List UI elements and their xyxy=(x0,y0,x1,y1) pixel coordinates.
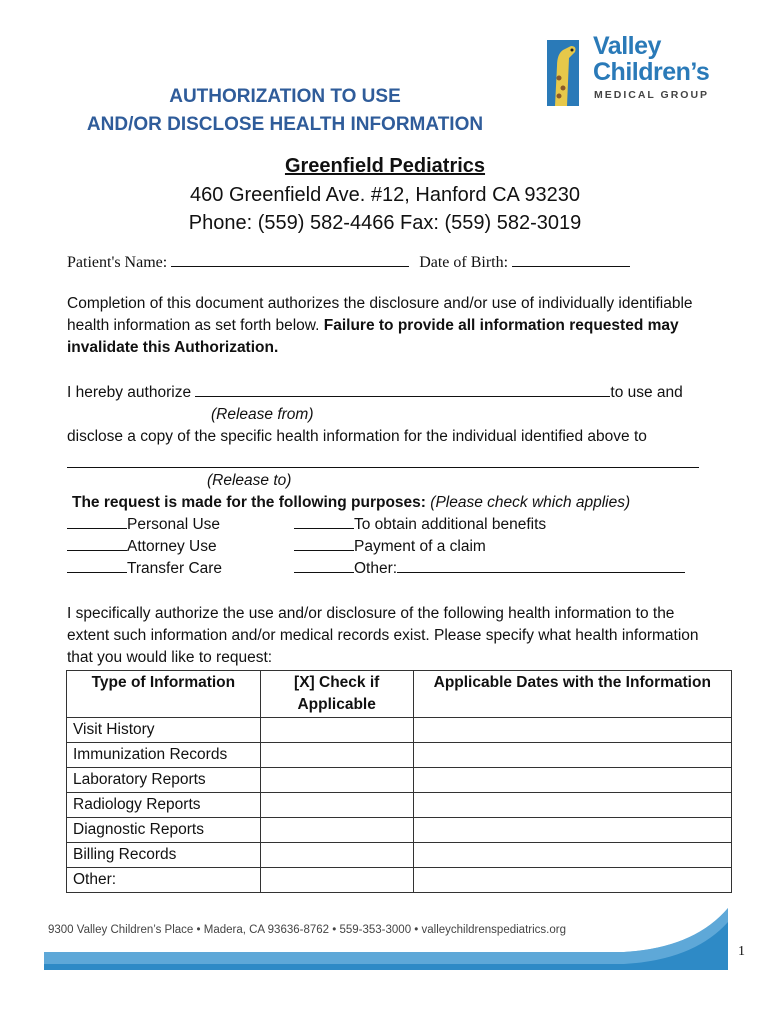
clinic-name: Greenfield Pediatrics xyxy=(284,155,486,177)
health-info-table xyxy=(66,670,732,893)
checkbox-line[interactable] xyxy=(67,536,127,551)
page-number: 1 xyxy=(738,944,745,959)
table-row xyxy=(67,843,732,868)
checkbox-line[interactable] xyxy=(294,558,354,573)
release-from-field[interactable] xyxy=(195,382,610,397)
intro-paragraph xyxy=(67,293,707,359)
authorize-lead: I hereby authorize xyxy=(67,384,192,401)
row-check-cell[interactable] xyxy=(260,843,413,868)
footer-swoosh-band xyxy=(44,908,728,970)
row-type: Immunization Records xyxy=(67,743,261,768)
purpose-option-personal[interactable] xyxy=(67,514,220,536)
table-header-row xyxy=(67,671,732,718)
specify-paragraph: I specifically authorize the use and/or disclosure of the following health information to the extent such information and/or medical records exist. Please specify what health information that you would like to request: xyxy=(67,605,699,666)
authorize-tail: to use and xyxy=(610,384,683,401)
option-label: Payment of a claim xyxy=(354,538,486,555)
purposes-hint: (Please check which applies) xyxy=(430,494,631,511)
row-dates-cell[interactable] xyxy=(413,818,731,843)
row-type: Diagnostic Reports xyxy=(67,818,261,843)
row-type: Visit History xyxy=(67,718,261,743)
table-row xyxy=(67,818,732,843)
row-check-cell[interactable] xyxy=(260,868,413,893)
header-type: Type of Information xyxy=(67,671,261,718)
table-row xyxy=(67,743,732,768)
table-row xyxy=(67,868,732,893)
disclose-text: disclose a copy of the specific health information for the individual identified above to xyxy=(67,428,647,445)
row-type: Billing Records xyxy=(67,843,261,868)
patient-info-row xyxy=(67,252,630,272)
row-dates-cell[interactable] xyxy=(413,843,731,868)
row-check-cell[interactable] xyxy=(260,768,413,793)
purposes-heading xyxy=(72,492,630,514)
row-type: Laboratory Reports xyxy=(67,768,261,793)
row-dates-cell[interactable] xyxy=(413,768,731,793)
row-dates-cell[interactable] xyxy=(413,743,731,768)
header-check: [X] Check if Applicable xyxy=(260,671,413,718)
row-dates-cell[interactable] xyxy=(413,793,731,818)
table-row xyxy=(67,768,732,793)
table-row xyxy=(67,718,732,743)
purpose-option-attorney[interactable] xyxy=(67,536,217,558)
release-to-field[interactable] xyxy=(67,467,699,468)
intro-text: Completion of this document authorizes the disclosure and/or use of individually identifiable health information as set forth below. xyxy=(67,295,693,334)
form-title-line-1: AUTHORIZATION TO USE xyxy=(169,86,401,107)
dob-label: Date of Birth: xyxy=(419,254,509,271)
footer-address: 9300 Valley Children’s Place • Madera, CA 93636-8762 • 559-353-3000 • valleychildrenspediatrics.org xyxy=(48,924,566,936)
logo-line-1: Valley xyxy=(593,32,661,60)
intro-warning: Failure to provide all information requested may invalidate this Authorization. xyxy=(67,317,679,356)
checkbox-line[interactable] xyxy=(294,536,354,551)
purpose-option-other[interactable] xyxy=(294,558,685,580)
logo-line-2: Children’s xyxy=(593,58,710,86)
row-dates-cell[interactable] xyxy=(413,718,731,743)
header-dates: Applicable Dates with the Information xyxy=(413,671,731,718)
checkbox-line[interactable] xyxy=(67,514,127,529)
option-label: Transfer Care xyxy=(127,560,223,577)
form-title-line-2: AND/OR DISCLOSE HEALTH INFORMATION xyxy=(86,114,484,135)
clinic-phone: Phone: (559) 582-4466 Fax: (559) 582-3019 xyxy=(188,212,582,234)
purpose-option-payment[interactable] xyxy=(294,536,486,558)
option-label: Other: xyxy=(354,560,398,577)
purpose-option-transfer[interactable] xyxy=(67,558,222,580)
clinic-address: 460 Greenfield Ave. #12, Hanford CA 93230 xyxy=(190,184,580,206)
logo-line-3: MEDICAL GROUP xyxy=(594,89,710,101)
purposes-lead: The request is made for the following purposes: xyxy=(72,494,426,511)
option-label: To obtain additional benefits xyxy=(354,516,547,533)
row-check-cell[interactable] xyxy=(260,743,413,768)
purpose-option-benefits[interactable] xyxy=(294,514,546,536)
dob-field[interactable] xyxy=(512,252,630,267)
row-check-cell[interactable] xyxy=(260,793,413,818)
row-type: Other: xyxy=(67,868,261,893)
option-label: Attorney Use xyxy=(127,538,217,555)
row-check-cell[interactable] xyxy=(260,818,413,843)
release-to-caption: (Release to) xyxy=(207,472,292,489)
table-row xyxy=(67,793,732,818)
option-label: Personal Use xyxy=(127,516,221,533)
checkbox-line[interactable] xyxy=(294,514,354,529)
row-type: Radiology Reports xyxy=(67,793,261,818)
patient-name-field[interactable] xyxy=(171,252,409,267)
authorize-row xyxy=(67,382,683,404)
row-dates-cell[interactable] xyxy=(413,868,731,893)
row-check-cell[interactable] xyxy=(260,718,413,743)
release-from-caption: (Release from) xyxy=(211,406,314,423)
checkbox-line[interactable] xyxy=(67,558,127,573)
patient-name-label: Patient's Name: xyxy=(67,254,168,271)
other-purpose-field[interactable] xyxy=(397,558,685,573)
